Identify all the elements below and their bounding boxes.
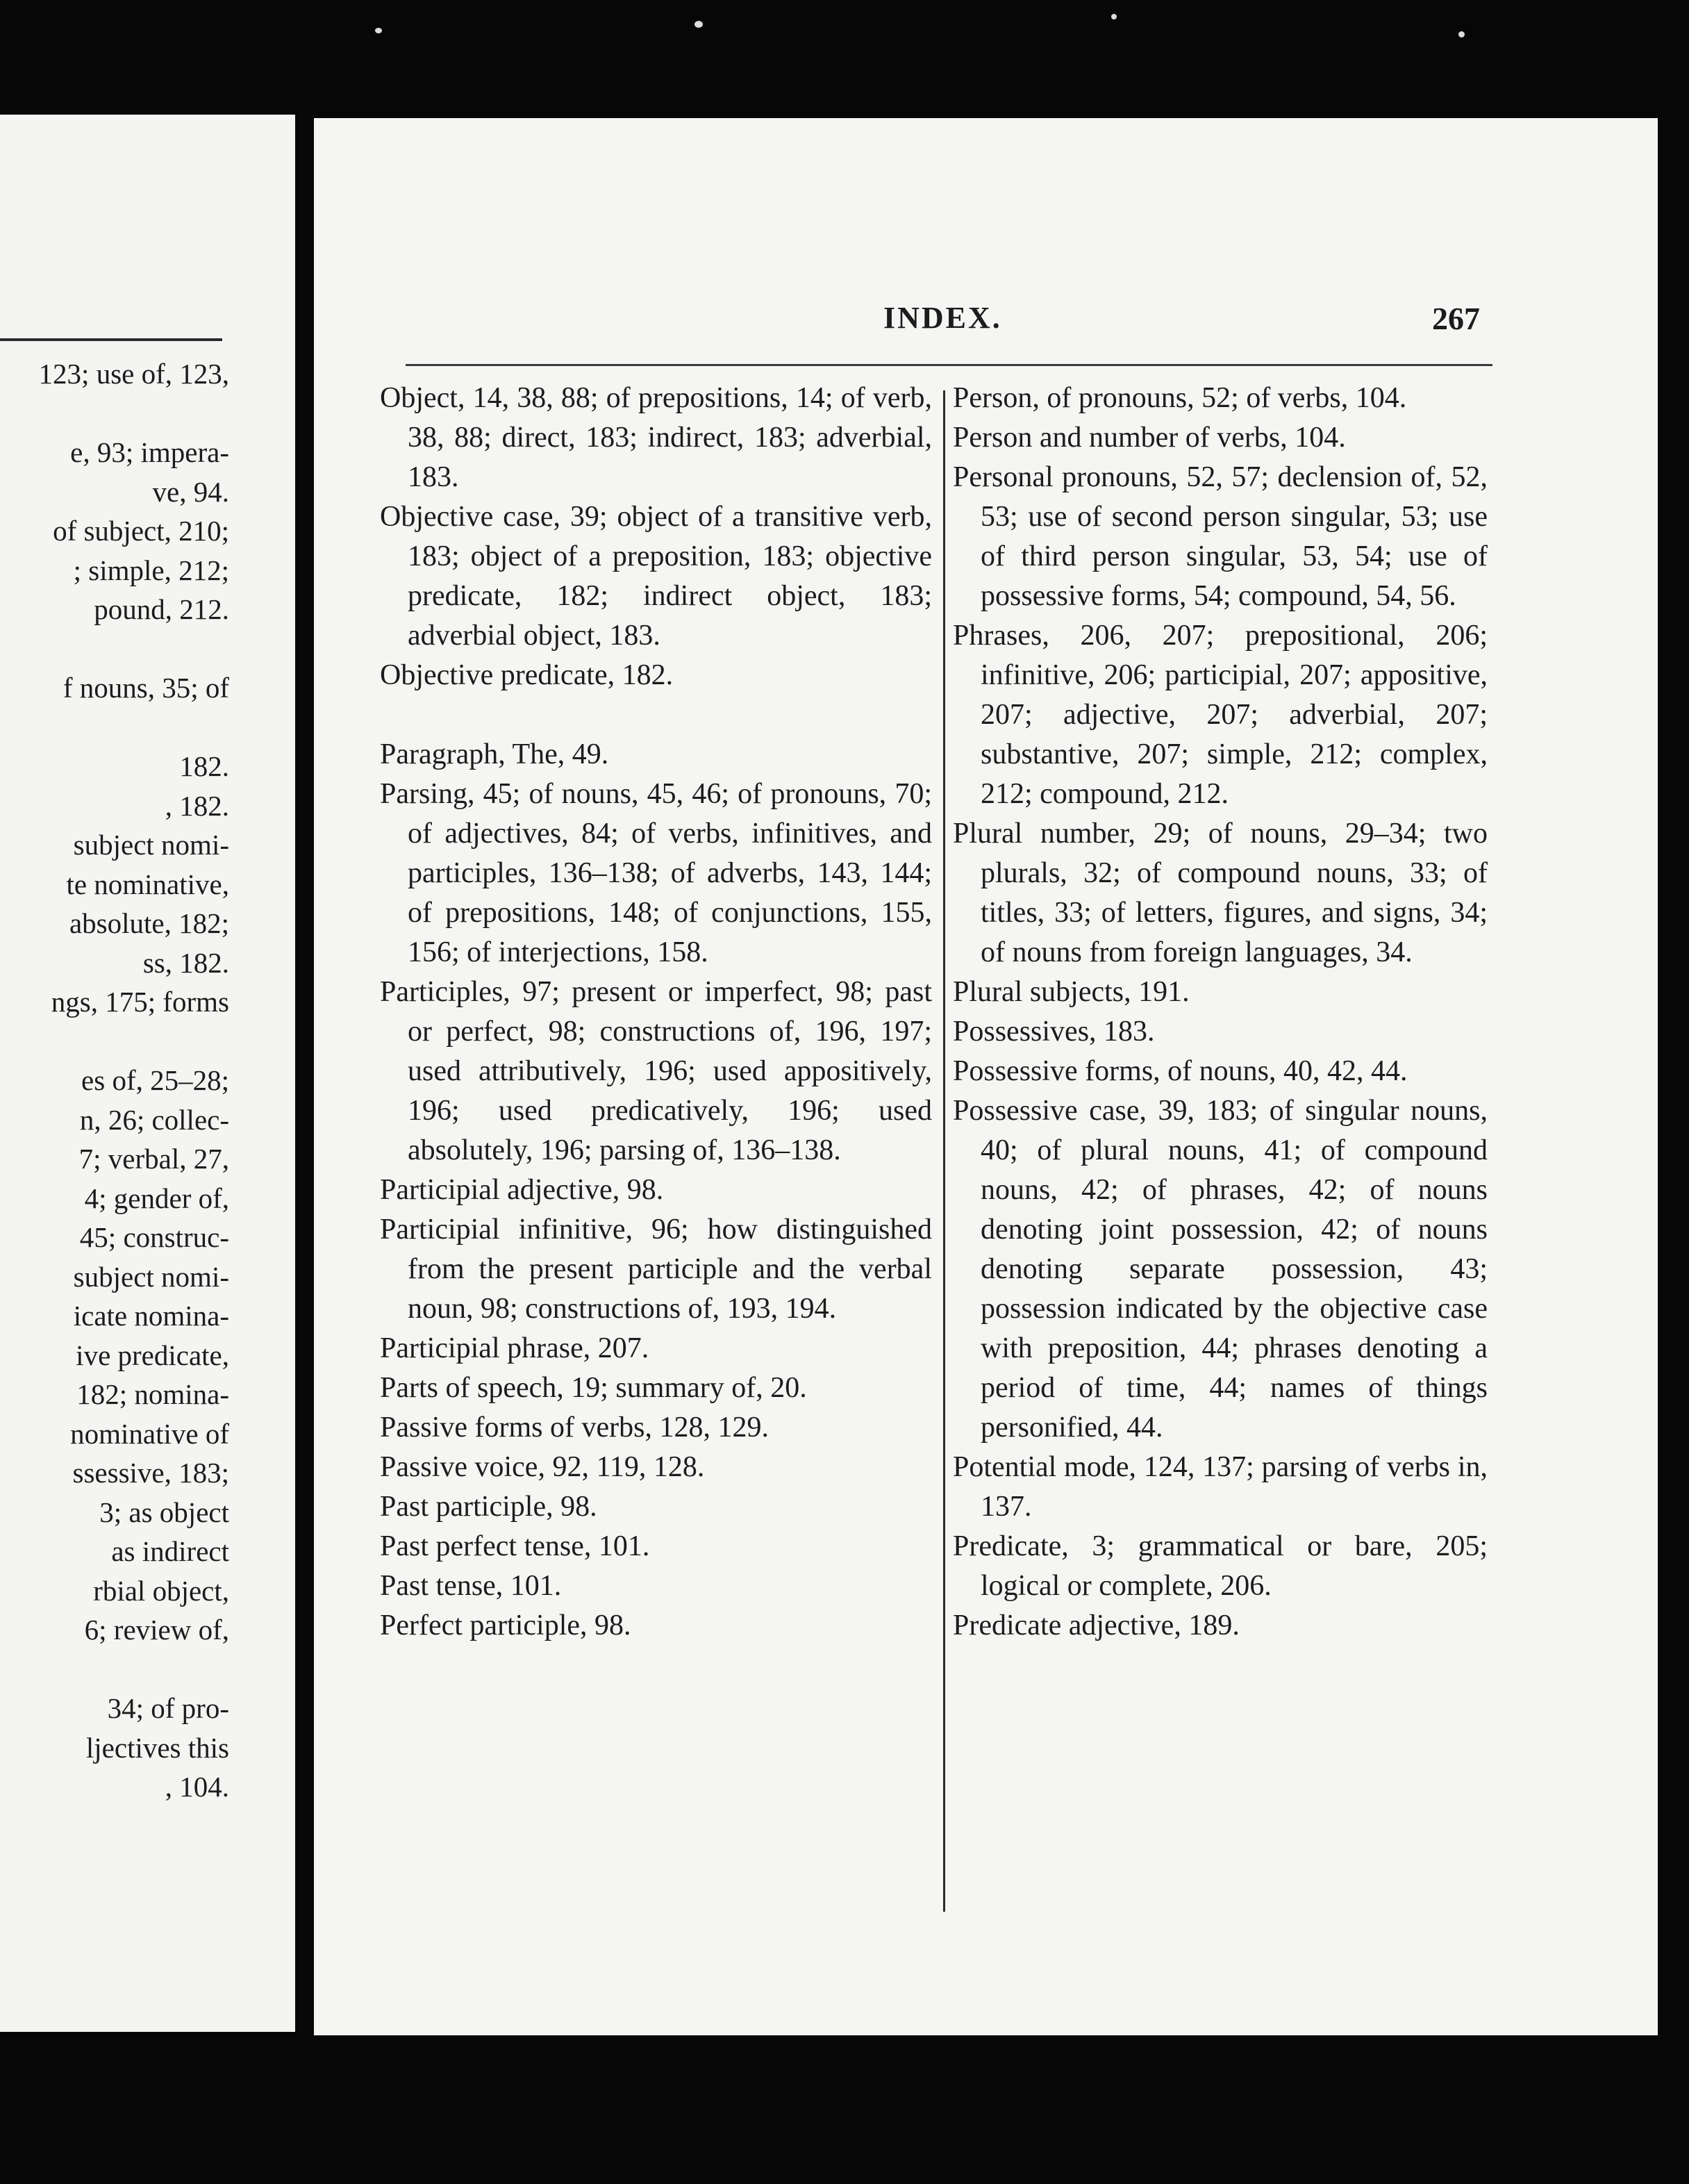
left-page-line: 34; of pro- [107,1692,229,1724]
index-entry: Personal pronouns, 52, 57; declension of, 52, 53; use of second person singular, 53; use of third person singular, 53, 54; use of possessive forms, 54; compound, 54, 56. [953,461,1488,612]
scan-speck [694,21,703,28]
left-page-line: icate nomina- [73,1300,229,1332]
left-page-line: ssessive, 183; [72,1457,229,1489]
left-page-line: as indirect [111,1535,229,1567]
index-entry: Possessive forms, of nouns, 40, 42, 44. [953,1055,1408,1087]
left-page-line: rbial object, [93,1574,229,1607]
left-page-line: of subject, 210; [53,515,229,547]
left-page-line: ; simple, 212; [73,554,229,586]
index-entry: Possessives, 183. [953,1016,1155,1048]
left-page-fragment [0,115,295,2032]
index-entry: Plural number, 29; of nouns, 29–34; two plurals, 32; of compound nouns, 33; of titles, 33; of letters, figures, and signs, 34; of nouns from foreign languages, 34. [953,818,1488,968]
left-page-line [0,394,229,433]
index-column-left [380,379,932,1646]
left-page-line: ngs, 175; forms [51,986,229,1018]
index-entry: Past tense, 101. [380,1570,562,1602]
index-entry: Passive voice, 92, 119, 128. [380,1451,705,1483]
index-entry: Objective case, 39; object of a transitive verb, 183; object of a preposition, 183; objective predicate, 182; indirect object, 183; adverbial object, 183. [380,501,932,652]
left-page-line: , 182. [165,789,229,822]
index-entry: Phrases, 206, 207; prepositional, 206; infinitive, 206; participial, 207; appositive, 207; adjective, 207; adverbial, 207; substantive, 207; simple, 212; complex, 212; compound, 212. [953,620,1488,810]
index-entry: Possessive case, 39, 183; of singular nouns, 40; of plural nouns, 41; of compound nouns, 42; of phrases, 42; of nouns denoting joint possession, 42; of nouns denoting separate possession, 43; possession indicated by the objective case with preposition, 44; phrases denoting a period of time, 44; names of things personified, 44. [953,1095,1488,1443]
left-page-line: 182; nomina- [76,1378,229,1410]
header-rule [406,364,1492,366]
scan-speck [1458,31,1465,38]
left-page-line: nominative of [70,1417,229,1450]
scan-speck [1111,14,1117,19]
page-title: INDEX. [883,301,1002,335]
left-page-line: , 104. [165,1771,229,1803]
book-spine [295,115,316,2032]
index-entry: Predicate, 3; grammatical or bare, 205; logical or complete, 206. [953,1530,1488,1602]
index-entry: Past participle, 98. [380,1491,597,1523]
index-entry: Participial adjective, 98. [380,1174,664,1206]
left-page-line: te nominative, [66,868,229,900]
left-page-line: subject nomi- [73,829,229,861]
left-page-text [0,354,229,1807]
left-page-line: es of, 25–28; [81,1064,229,1096]
left-page-line: 7; verbal, 27, [78,1143,229,1175]
index-entry: Passive forms of verbs, 128, 129. [380,1412,769,1443]
scan-speck [375,28,382,33]
left-page-line: ljectives this [85,1731,229,1764]
index-entry: Parts of speech, 19; summary of, 20. [380,1372,807,1404]
left-page-line: 123; use of, 123, [38,358,229,390]
index-entry: Potential mode, 124, 137; parsing of verbs in, 137. [953,1451,1488,1523]
page-number: 267 [1432,301,1480,336]
index-entry: Object, 14, 38, 88; of prepositions, 14; of verb, 38, 88; direct, 183; indirect, 183; adverbial, 183. [380,382,932,493]
index-entry: Participles, 97; present or imperfect, 98; past or perfect, 98; constructions of, 196, 197; used attributively, 196; used appositively, 196; used predicatively, 196; used absolutely, 196; parsing of, 136–138. [380,976,932,1166]
left-page-line [0,1022,229,1061]
index-column-right [953,379,1488,1646]
left-page-line: e, 93; impera- [70,436,229,468]
left-page-line: f nouns, 35; of [63,672,229,704]
index-entry: Plural subjects, 191. [953,976,1190,1008]
index-entry: Objective predicate, 182. [380,659,674,691]
left-page-line [0,1650,229,1689]
index-entry: Predicate adjective, 189. [953,1610,1240,1641]
index-entry: Past perfect tense, 101. [380,1530,650,1562]
left-page-line: pound, 212. [94,593,229,625]
left-page-line: 182. [179,750,229,782]
left-page-line: absolute, 182; [69,907,229,939]
left-page-line: n, 26; collec- [79,1103,229,1136]
left-page-line: ive predicate, [76,1339,229,1371]
index-entry: Participial infinitive, 96; how distinguished from the present participle and the verbal noun, 98; constructions of, 193, 194. [380,1214,932,1325]
column-divider [943,390,945,1912]
index-entry: Person and number of verbs, 104. [953,422,1346,454]
entry-gap [380,695,932,735]
left-page-line: 4; gender of, [84,1182,229,1214]
left-page-line: ve, 94. [152,475,229,508]
left-page-line [0,629,229,669]
index-page [314,118,1658,2035]
left-page-line [0,708,229,747]
index-entry: Paragraph, The, 49. [380,738,609,770]
left-page-line: ss, 182. [142,946,229,979]
left-page-line: 3; as object [99,1496,229,1528]
index-entry: Perfect participle, 98. [380,1610,631,1641]
index-entry: Participial phrase, 207. [380,1332,649,1364]
index-entry: Person, of pronouns, 52; of verbs, 104. [953,382,1407,414]
left-page-line: 6; review of, [84,1614,229,1646]
left-page-line: subject nomi- [73,1260,229,1293]
index-entry: Parsing, 45; of nouns, 45, 46; of pronouns, 70; of adjectives, 84; of verbs, infinitives, and participles, 136–138; of adverbs, 143, 144; of prepositions, 148; of conjunctions, 155, 156; of interjections, 158. [380,778,932,968]
left-page-line: 45; construc- [79,1221,229,1253]
left-page-header-rule [0,338,222,341]
